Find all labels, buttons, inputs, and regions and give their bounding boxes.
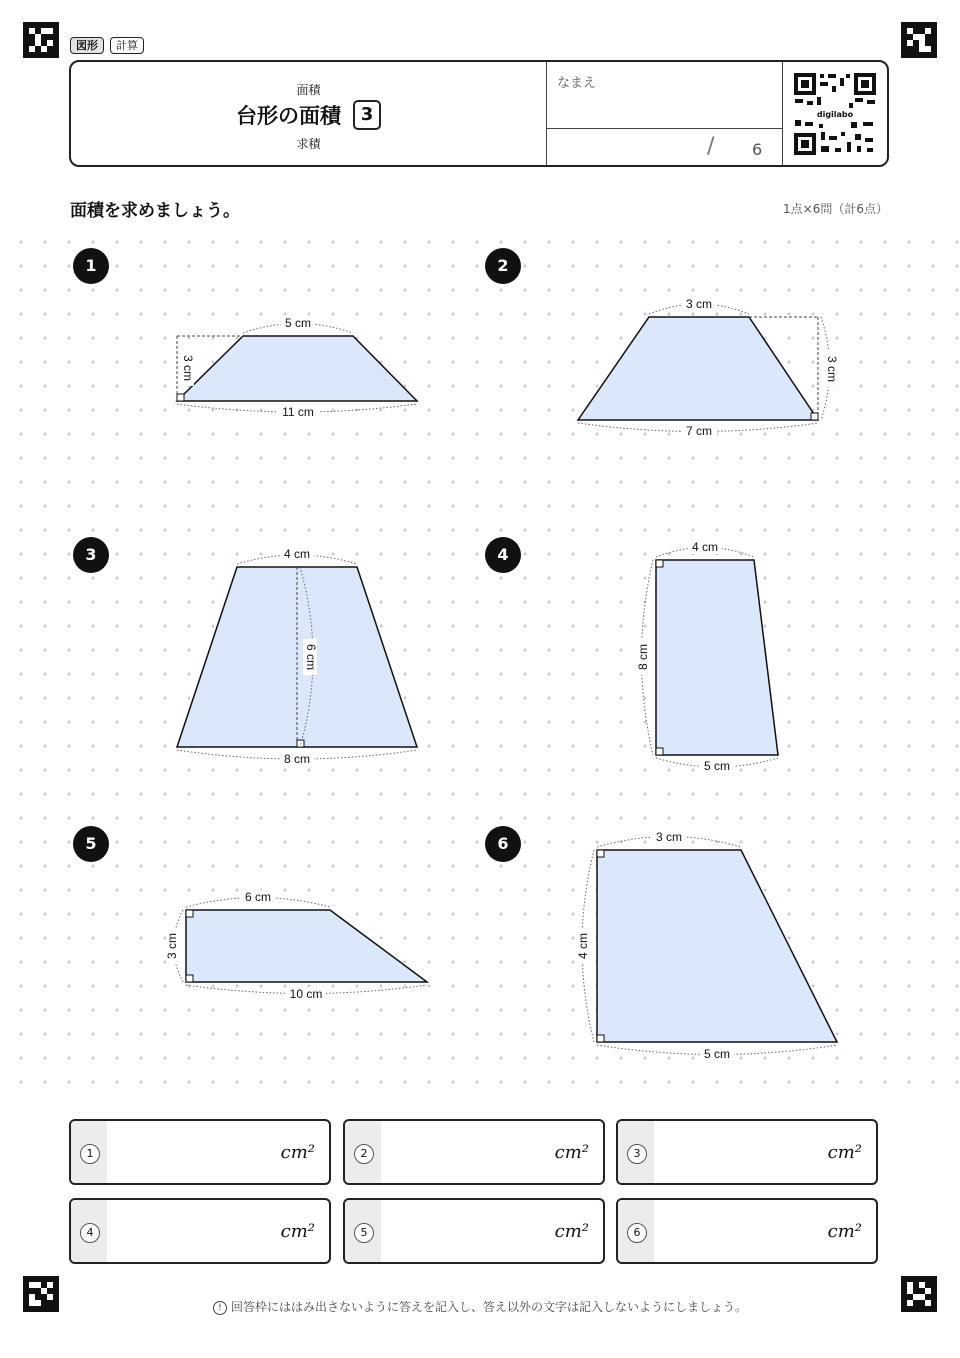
figure-3-bottom-label: 8 cm — [283, 752, 311, 766]
answer-box-5[interactable] — [343, 1198, 605, 1264]
figure-1-top-label: 5 cm — [284, 316, 312, 330]
figure-2-top-label: 3 cm — [685, 297, 713, 311]
problem-badge-6: 6 — [485, 826, 521, 862]
score-total: 6 — [752, 140, 763, 159]
answer-box-3[interactable] — [616, 1119, 878, 1185]
figure-4-bottom-label: 5 cm — [703, 759, 731, 773]
points-note: 1点×6問（計6点） — [783, 202, 888, 216]
answer-number-5: 5 — [354, 1223, 374, 1243]
warning-icon: ! — [213, 1301, 227, 1315]
figure-1-bottom-label: 11 cm — [282, 405, 314, 419]
header-category: 求積 — [296, 137, 321, 151]
tag-figure[interactable]: 図形 — [70, 37, 104, 54]
figure-2-height-label: 3 cm — [824, 355, 839, 383]
problem-badge-2: 2 — [485, 248, 521, 284]
worksheet-number: 3 — [353, 100, 381, 130]
tag-calculation[interactable]: 計算 — [110, 37, 144, 54]
answer-box-4[interactable] — [69, 1198, 331, 1264]
header-subtitle: 面積 — [296, 83, 321, 97]
problem-badge-1: 1 — [73, 248, 109, 284]
answer-number-2: 2 — [354, 1144, 374, 1164]
answer-unit-2: cm² — [554, 1142, 589, 1163]
name-label: なまえ — [557, 76, 597, 91]
figure-3-height-label: 6 cm — [303, 643, 318, 671]
answer-number-1: 1 — [80, 1144, 100, 1164]
figure-2-bottom-label: 7 cm — [685, 424, 713, 438]
figure-4-top-label: 4 cm — [691, 540, 719, 554]
answer-box-6[interactable] — [616, 1198, 878, 1264]
answer-box-1[interactable] — [69, 1119, 331, 1185]
trapezoid-figure-1 — [177, 315, 417, 419]
problem-badge-3: 3 — [73, 537, 109, 573]
figure-5-bottom-label: 10 cm — [289, 987, 323, 1001]
answer-unit-5: cm² — [554, 1221, 589, 1242]
instruction-text: 面積を求めましょう。 — [70, 201, 240, 221]
trapezoid-figure-4 — [636, 540, 778, 773]
figure-6-top-label: 3 cm — [655, 830, 683, 844]
qr-label: digilabo — [816, 110, 854, 119]
footer-note — [0, 1298, 960, 1315]
problem-badge-5: 5 — [73, 826, 109, 862]
answer-unit-4: cm² — [280, 1221, 315, 1242]
answer-box-2[interactable] — [343, 1119, 605, 1185]
figure-6-bottom-label: 5 cm — [703, 1047, 731, 1061]
figure-5-top-label: 6 cm — [244, 890, 272, 904]
figure-1-height-label: 3 cm — [180, 354, 195, 382]
figure-4-height-label: 8 cm — [636, 643, 651, 671]
score-slash: / — [707, 134, 715, 159]
footer-text: 回答枠にははみ出さないように答えを記入し、答え以外の文字は記入しないようにしましょう。 — [230, 1300, 747, 1314]
answer-unit-3: cm² — [827, 1142, 862, 1163]
trapezoid-figure-3 — [177, 547, 417, 766]
figure-6-height-label: 4 cm — [576, 932, 591, 960]
problem-badge-4: 4 — [485, 537, 521, 573]
figure-5-height-label: 3 cm — [165, 932, 180, 960]
answer-number-6: 6 — [627, 1223, 647, 1243]
trapezoid-figure-2 — [578, 297, 839, 438]
figure-3-top-label: 4 cm — [283, 547, 311, 561]
answer-number-4: 4 — [80, 1223, 100, 1243]
title-text: 台形の面積 — [236, 104, 341, 128]
answer-unit-1: cm² — [280, 1142, 315, 1163]
trapezoid-figure-5 — [165, 890, 427, 1001]
answer-number-3: 3 — [627, 1144, 647, 1164]
trapezoid-figure-6 — [576, 830, 837, 1061]
answer-unit-6: cm² — [827, 1221, 862, 1242]
